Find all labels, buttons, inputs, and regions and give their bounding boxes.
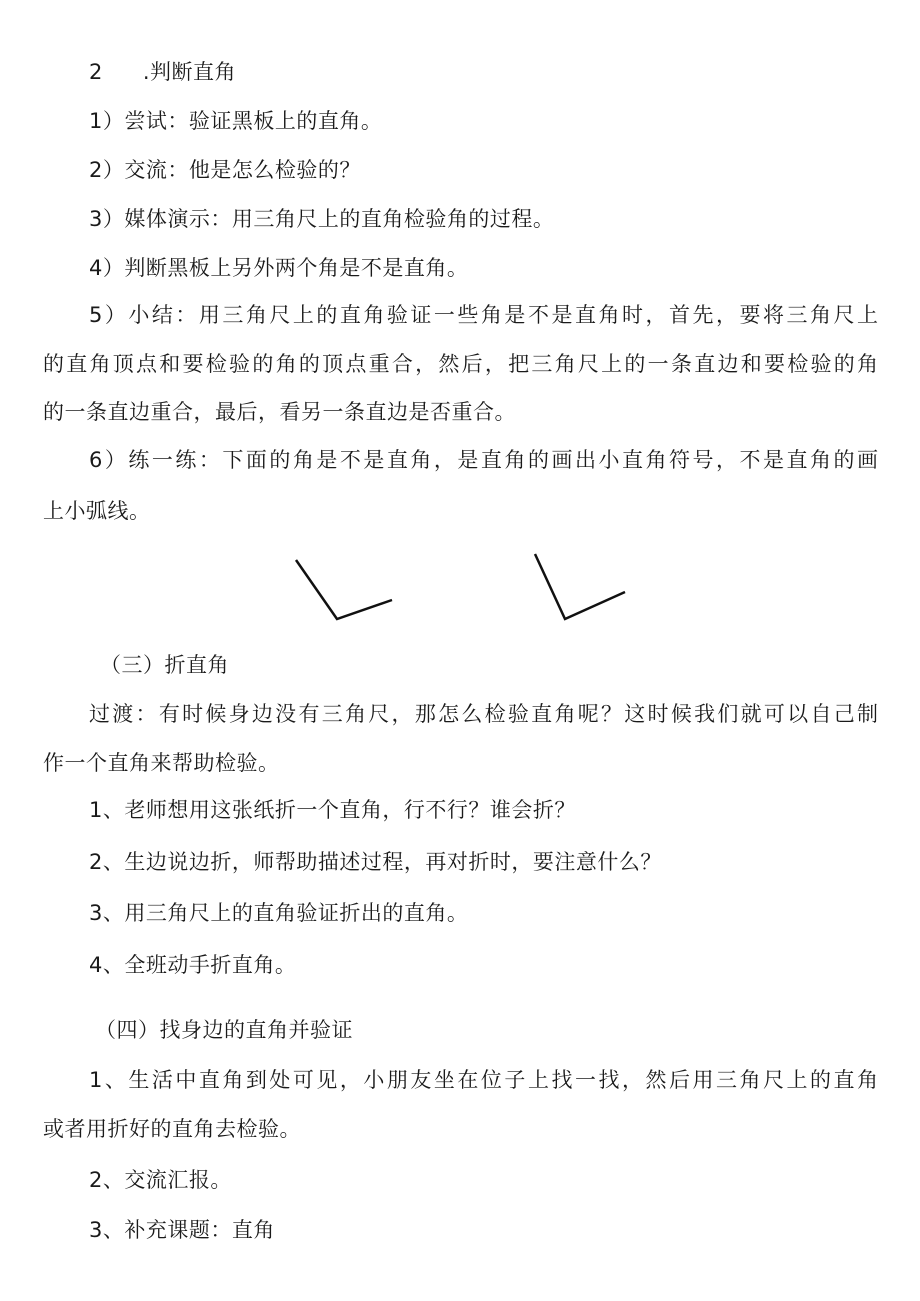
angle-figure-right	[535, 554, 625, 619]
find-item-1-line-1: 1、生活中直角到处可见，小朋友坐在位子上找一找，然后用三角尺上的直角	[89, 1068, 878, 1092]
fold-item-2: 2、生边说边折，师帮助描述过程，再对折时，要注意什么？	[89, 850, 662, 874]
transition-line-1: 过渡：有时候身边没有三角尺，那怎么检验直角呢？这时候我们就可以自己制	[89, 702, 878, 726]
find-item-2: 2、交流汇报。	[89, 1168, 232, 1192]
section-number: 2	[89, 60, 103, 84]
step-1: 1）尝试：验证黑板上的直角。	[89, 109, 383, 133]
fold-item-4: 4、全班动手折直角。	[89, 953, 297, 977]
angle-figure-left	[296, 560, 392, 619]
step-3: 3）媒体演示：用三角尺上的直角检验角的过程。	[89, 207, 555, 231]
summary-line-1: 5）小结：用三角尺上的直角验证一些角是不是直角时，首先，要将三角尺上	[89, 303, 878, 327]
angle-figures	[0, 540, 920, 640]
section-2-heading	[89, 58, 236, 86]
section-title: .判断直角	[142, 60, 237, 84]
fold-item-3: 3、用三角尺上的直角验证折出的直角。	[89, 901, 469, 925]
transition-line-2: 作一个直角来帮助检验。	[43, 751, 280, 775]
section-3-title: （三）折直角	[100, 653, 229, 677]
practice-line-1: 6）练一练：下面的角是不是直角，是直角的画出小直角符号，不是直角的画	[89, 448, 878, 472]
find-item-1-line-2: 或者用折好的直角去检验。	[43, 1117, 301, 1141]
section-4-title: （四）找身边的直角并验证	[95, 1018, 353, 1042]
summary-line-2: 的直角顶点和要检验的角的顶点重合，然后，把三角尺上的一条直边和要检验的角	[43, 352, 878, 376]
fold-item-1: 1、老师想用这张纸折一个直角，行不行？谁会折？	[89, 798, 576, 822]
find-item-3: 3、补充课题：直角	[89, 1218, 275, 1242]
summary-line-3: 的一条直边重合，最后，看另一条直边是否重合。	[43, 400, 516, 424]
practice-line-2: 上小弧线。	[43, 499, 151, 523]
step-2: 2）交流：他是怎么检验的？	[89, 158, 361, 182]
step-4: 4）判断黑板上另外两个角是不是直角。	[89, 256, 469, 280]
